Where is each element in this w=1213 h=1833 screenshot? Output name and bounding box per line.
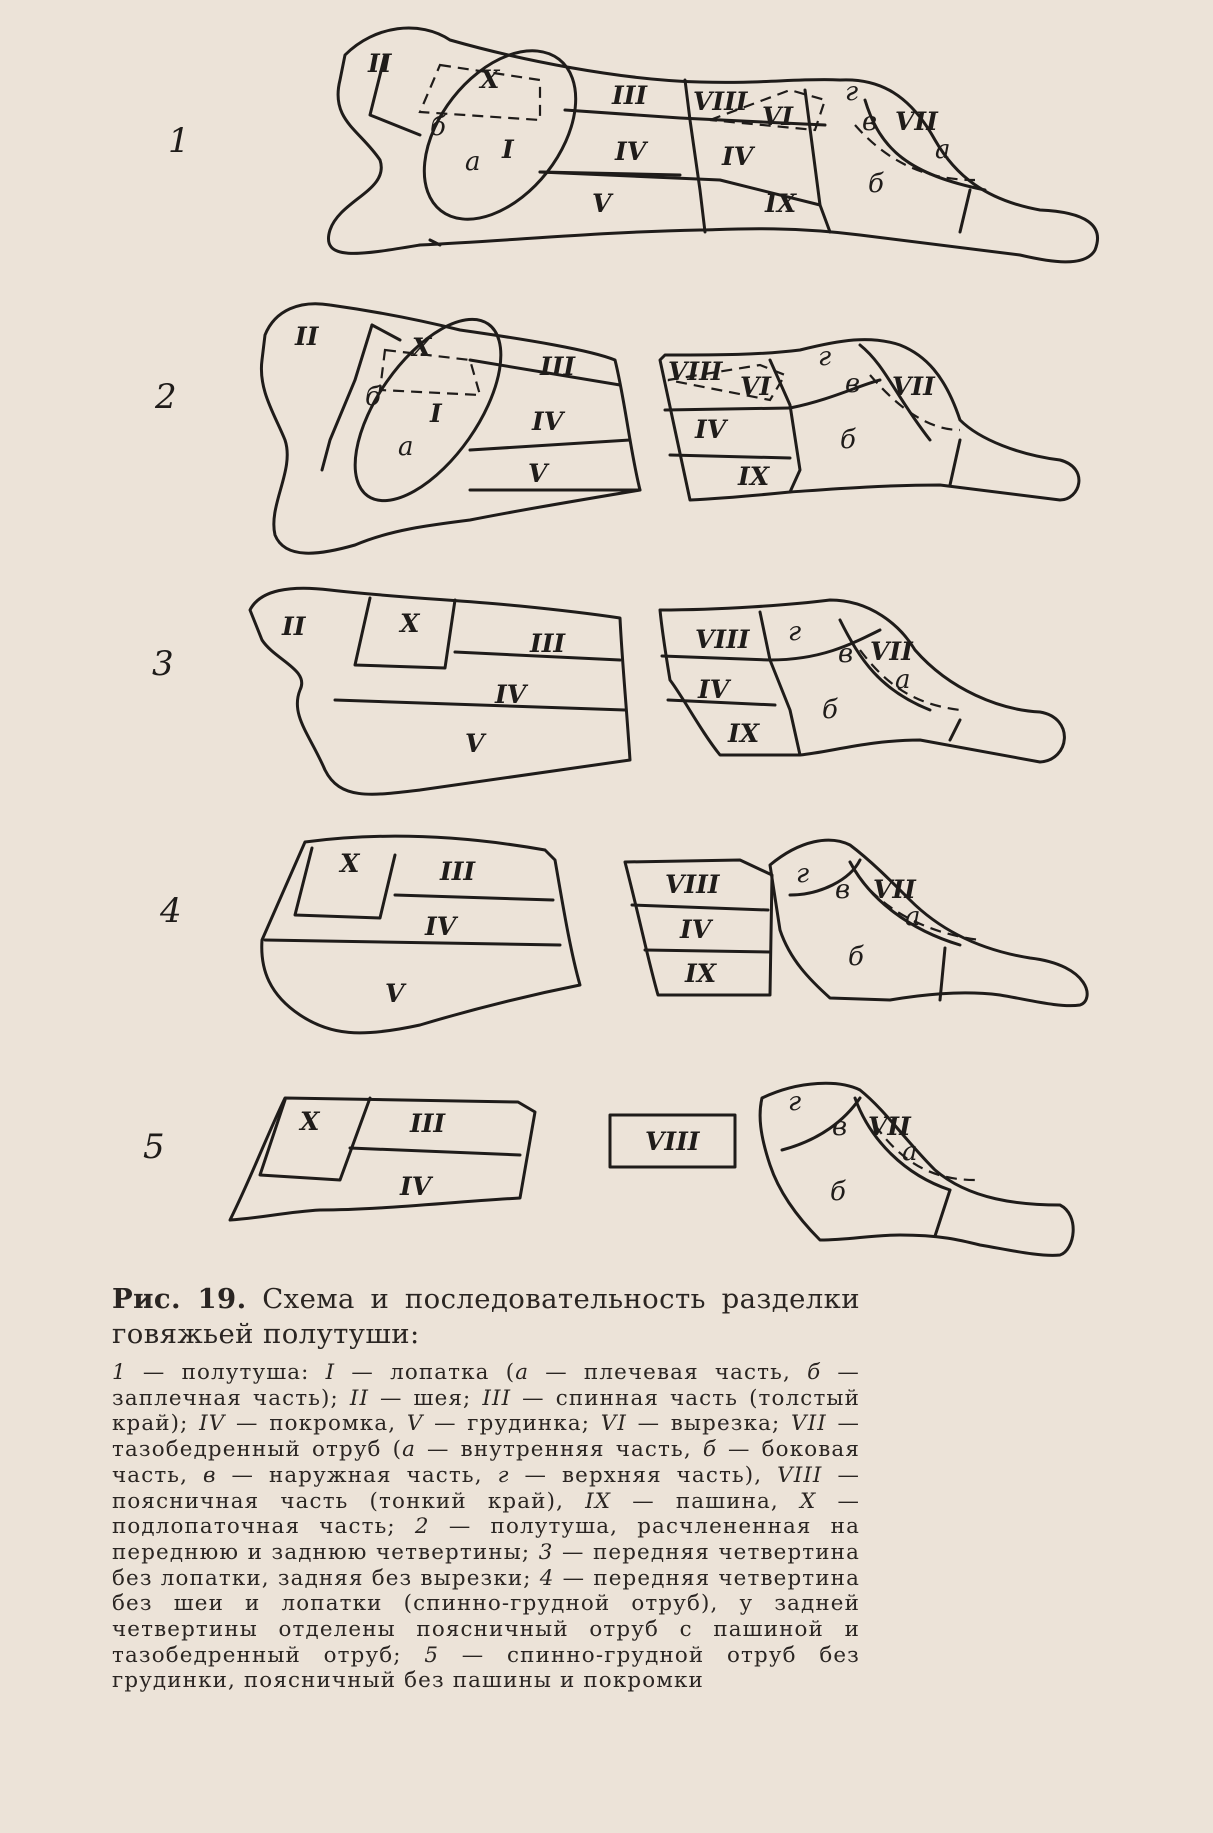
legend-key: IX xyxy=(585,1488,612,1514)
row-1 xyxy=(168,22,1098,261)
label-VI: VI xyxy=(740,372,772,401)
label-VIII: VIII xyxy=(693,87,748,116)
label-IV: IV xyxy=(698,675,730,704)
label-b: б xyxy=(868,169,884,199)
label-v: в xyxy=(835,875,851,905)
label-X: X xyxy=(340,849,360,878)
hindquarter xyxy=(660,340,1079,500)
legend-text: верхняя часть), xyxy=(561,1462,763,1488)
legend-text: внутренняя часть, xyxy=(460,1437,692,1463)
label-II: II xyxy=(282,612,306,641)
label-g: г xyxy=(788,617,802,647)
label-g: г xyxy=(796,859,810,889)
label-v: в xyxy=(838,639,854,669)
label-a: а xyxy=(935,135,951,165)
label-III: III xyxy=(540,352,576,381)
label-b: б xyxy=(848,942,864,972)
legend-key: VIII xyxy=(777,1462,823,1488)
legend-text: передняя четвертина без шеи и лопатки (спинно-грудной отруб), у задней четвертины отделены поясничный отруб с пашиной и тазобедренный отруб; xyxy=(112,1565,860,1668)
label-a: а xyxy=(465,147,481,177)
row-number-2: 2 xyxy=(155,377,177,417)
legend-text: тазобедренный отруб ( xyxy=(112,1437,403,1463)
legend-key: VII xyxy=(791,1411,827,1437)
label-IV: IV xyxy=(680,915,712,944)
legend-key: V xyxy=(406,1411,424,1437)
label-IV: IV xyxy=(722,142,754,171)
label-a: а xyxy=(902,1137,918,1167)
rib-brisket-cut xyxy=(262,836,580,1033)
legend-text: подлопаточная часть; xyxy=(112,1514,396,1540)
round-cut-row5 xyxy=(760,1083,1073,1255)
legend-text: заплечная часть); xyxy=(112,1385,339,1411)
legend-text: лопатка ( xyxy=(390,1360,516,1385)
round-cut xyxy=(770,840,1087,1005)
hindquarter-without-tenderloin xyxy=(660,600,1064,762)
label-IV: IV xyxy=(615,137,647,166)
label-b: б xyxy=(365,382,381,412)
legend-key: 1 xyxy=(112,1360,127,1385)
label-g: г xyxy=(788,1087,802,1117)
label-VII: VII xyxy=(895,107,938,136)
legend-key: а xyxy=(515,1360,530,1385)
legend-key: IV xyxy=(199,1411,226,1437)
rib-cut-without-brisket xyxy=(230,1098,535,1220)
label-III: III xyxy=(410,1109,446,1138)
forequarter-without-shoulder xyxy=(250,588,630,794)
label-b: б xyxy=(830,1177,846,1207)
label-IV: IV xyxy=(695,415,727,444)
label-IV: IV xyxy=(425,912,457,941)
label-IX: IX xyxy=(685,959,717,988)
legend-text: грудинка; xyxy=(467,1411,591,1437)
legend-text: полутуша: xyxy=(181,1360,310,1385)
label-III: III xyxy=(440,857,476,886)
label-VII: VII xyxy=(873,875,916,904)
label-VII: VII xyxy=(870,637,913,666)
label-IV: IV xyxy=(532,407,564,436)
legend-key: 5 xyxy=(424,1642,440,1668)
label-III: III xyxy=(530,629,566,658)
row-2 xyxy=(154,295,1079,553)
label-V: V xyxy=(592,189,612,218)
caption-label: Рис. 19. xyxy=(112,1283,247,1315)
legend-text: вырезка; xyxy=(670,1411,781,1437)
label-g: г xyxy=(845,77,859,107)
label-III: III xyxy=(612,81,648,110)
legend-key: г xyxy=(497,1462,510,1488)
legend-key: III xyxy=(482,1385,512,1411)
legend-key: б xyxy=(702,1437,718,1463)
label-b: б xyxy=(822,695,838,725)
legend-key: 2 xyxy=(414,1514,430,1540)
legend-text: передняя четвертина без лопатки, задняя без вырезки; xyxy=(112,1539,860,1591)
label-VIII: VIII xyxy=(695,625,750,654)
legend-key: а xyxy=(402,1437,417,1463)
label-VIII: VIII xyxy=(665,870,720,899)
label-b: б xyxy=(430,112,446,142)
row-3 xyxy=(152,588,1064,794)
legend-key: 4 xyxy=(539,1565,555,1591)
label-a: а xyxy=(905,902,921,932)
label-II: II xyxy=(295,322,319,351)
legend-text: шея; xyxy=(413,1385,472,1411)
label-V: V xyxy=(385,979,405,1008)
legend-key: VI xyxy=(600,1411,627,1437)
row-4 xyxy=(159,836,1087,1033)
label-V: V xyxy=(528,459,548,488)
row-number-1: 1 xyxy=(168,121,190,161)
label-v: в xyxy=(862,107,878,137)
legend-text: плечевая часть, xyxy=(583,1360,791,1385)
label-VII: VII xyxy=(868,1112,911,1141)
label-V: V xyxy=(465,729,485,758)
label-I: I xyxy=(502,135,514,164)
label-X: X xyxy=(480,65,500,94)
label-IX: IX xyxy=(738,462,770,491)
legend-text: спинная часть (толстый край); xyxy=(112,1385,861,1437)
loin-with-flank xyxy=(625,860,772,995)
legend-key: I xyxy=(325,1360,336,1385)
label-VIII: VIII xyxy=(645,1127,700,1156)
legend-text: боковая часть, xyxy=(112,1437,860,1488)
label-X: X xyxy=(412,333,432,362)
legend-text: полутуша, расчлененная на переднюю и заднюю четвертины; xyxy=(112,1514,860,1565)
label-a: а xyxy=(398,432,414,462)
label-X: X xyxy=(300,1107,320,1136)
label-VII: VII xyxy=(892,372,935,401)
legend-text: пашина, xyxy=(675,1488,779,1514)
figure-caption xyxy=(112,1282,860,1694)
legend-text: наружная часть, xyxy=(269,1462,483,1488)
loin-without-flank xyxy=(610,1115,735,1167)
label-I: I xyxy=(430,399,442,428)
legend-key: 3 xyxy=(538,1539,554,1565)
label-VI: VI xyxy=(762,102,794,131)
row-number-5: 5 xyxy=(143,1127,165,1167)
caption-title xyxy=(112,1282,860,1352)
label-v: в xyxy=(832,1112,848,1142)
label-IX: IX xyxy=(728,719,760,748)
legend-text: поясничная часть (тонкий край), xyxy=(112,1488,565,1514)
legend-key: X xyxy=(799,1488,817,1514)
label-IV: IV xyxy=(400,1172,432,1201)
legend-key: в xyxy=(203,1462,217,1488)
label-b: б xyxy=(840,425,856,455)
label-v: в xyxy=(845,369,861,399)
legend-text: спинно-грудной отруб без грудинки, поясничный без пашины и покромки xyxy=(112,1642,860,1694)
label-VIII: VIII xyxy=(668,357,723,386)
row-number-4: 4 xyxy=(160,891,182,931)
row-number-3: 3 xyxy=(152,644,174,684)
legend-text: покромка, xyxy=(269,1411,397,1437)
legend-key: II xyxy=(349,1385,370,1411)
legend-key: б xyxy=(807,1360,822,1385)
caption-title-text: Схема и последовательность разделки говяжьей полутуши: xyxy=(112,1283,860,1350)
row-5 xyxy=(143,1083,1073,1255)
label-IX: IX xyxy=(765,189,797,218)
forequarter xyxy=(261,295,640,553)
label-X: X xyxy=(400,609,420,638)
label-IV: IV xyxy=(495,680,527,709)
label-g: г xyxy=(818,342,832,372)
label-a: а xyxy=(895,665,911,695)
half-carcass-whole xyxy=(328,22,1097,261)
label-II: II xyxy=(368,49,392,78)
caption-legend: 1 — полутуша: I — лопатка (а — плечевая часть, б — заплечная часть); II — шея; III — спинная часть (толстый край); IV — покромка, V — грудинка; VI — вырезка; VII — тазобедренный отруб (а — внутренняя часть, б — боковая часть, в — наружная часть, г — верхняя часть), VIII — поясничная часть (тонкий край), IX — пашина, X — подлопаточная часть; 2 — полутуша, расчлененная на переднюю и заднюю четвертины; 3 — передняя четвертина без лопатки, задняя без вырезки; 4 — передняя четвертина без шеи и лопатки (спинно-грудной отруб), у задней четвертины отделены поясничный отруб с пашиной и тазобедренный отруб; 5 — спинно-грудной отруб без грудинки, поясничный без пашины и покромки xyxy=(112,1360,861,1694)
